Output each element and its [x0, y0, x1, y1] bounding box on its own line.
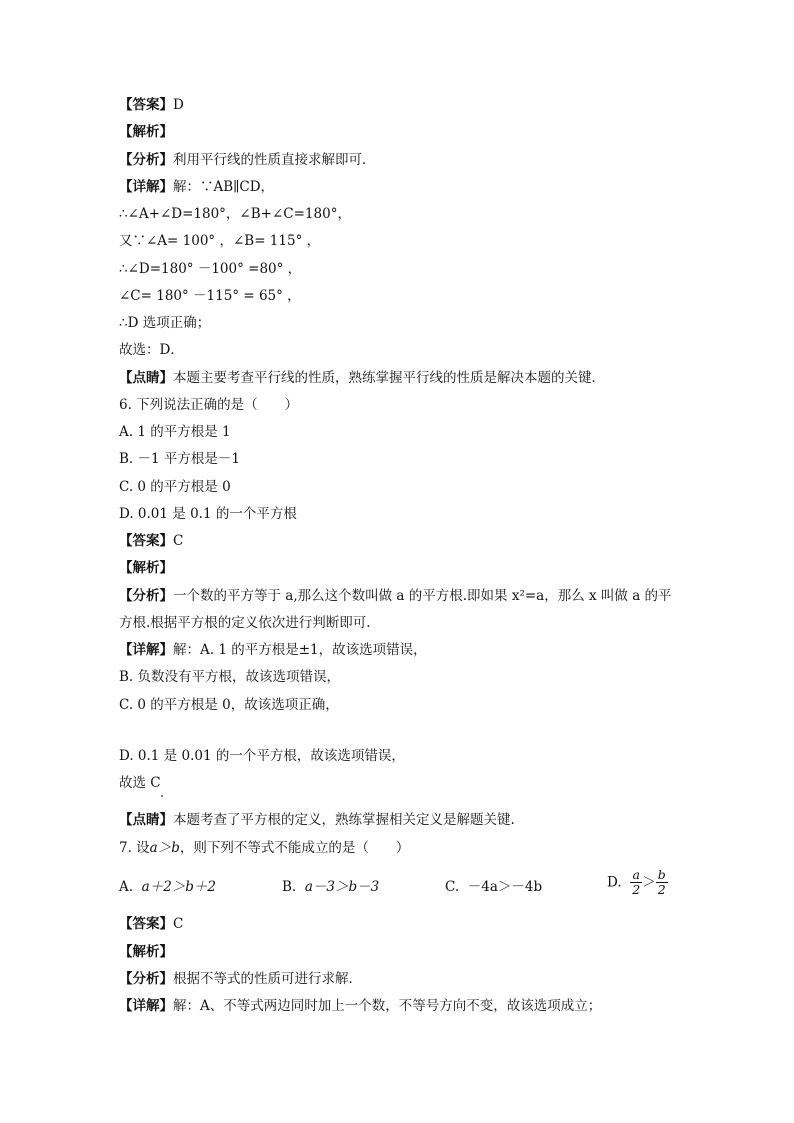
analysis-tag: 【解析】 — [119, 124, 173, 140]
dianjing-tag-2: 【点睛】 — [119, 812, 173, 828]
question-7-option-a — [119, 878, 216, 896]
question-6-option-d: D. 0.01 是 0.1 的一个平方根 — [119, 506, 297, 522]
q7-stem-post: ，则下列不等式不能成立的是（ ） — [179, 840, 410, 856]
solution-step-5: ∴D 选项正确； — [119, 315, 211, 331]
xiangjie-tag-3: 【详解】 — [119, 998, 173, 1014]
fenxi-text-3: 根据不等式的性质可进行求解． — [173, 971, 362, 987]
question-6-stem: 6. 下列说法正确的是（ ） — [119, 397, 299, 413]
xiangjie-text-3: 解：A、不等式两边同时加上一个数，不等号方向不变，故该选项成立； — [173, 998, 602, 1014]
question-7-option-c — [445, 878, 542, 896]
solution-step-2: 又∵∠A= 100° ，∠B= 115° ， — [119, 233, 321, 249]
q7-stem-pre: 7. 设 — [119, 840, 150, 856]
fenxi-text-2: 一个数的平方等于 a,那么这个数叫做 a 的平方根.即如果 x²=a，那么 x 叫做 a 的平 — [173, 588, 672, 604]
answer-line-3 — [119, 915, 183, 933]
xiangjie-text: 解：∵AB∥CD， — [173, 179, 275, 195]
dianjing-line-2 — [119, 811, 515, 829]
solution-step-4: ∠C= 180° －115° = 65° ， — [119, 288, 301, 304]
xiangjie-line — [119, 178, 274, 196]
dianjing-text-2: 本题考查了平方根的定义，熟练掌握相关定义是解题关键. — [173, 812, 515, 828]
fenxi-text-2-cont: 方根.根据平方根的定义依次进行判断即可. — [119, 615, 371, 631]
analysis-tag-3: 【解析】 — [119, 944, 173, 960]
question-6-option-c: C. 0 的平方根是 0 — [119, 479, 231, 495]
answer-value-2: C — [173, 533, 184, 549]
analysis-heading — [119, 123, 173, 141]
xiangjie-text-2: 解：A. 1 的平方根是±1，故该选项错误， — [173, 642, 427, 658]
q7-b-expr: a－3＞b－3 — [304, 879, 380, 895]
dianjing-tag: 【点睛】 — [119, 370, 173, 386]
question-7-option-b — [282, 878, 379, 896]
solution-choice: 故选：D． — [119, 342, 184, 358]
q7-d-num1: a — [632, 867, 640, 882]
answer-value: D — [173, 97, 184, 113]
fenxi-line-3 — [119, 970, 362, 988]
fenxi-tag-3: 【分析】 — [119, 971, 173, 987]
solution-step-1: ∴∠A+∠D=180°，∠B+∠C=180°， — [119, 206, 351, 222]
fenxi-line-2 — [119, 587, 672, 605]
xiangjie-tag: 【详解】 — [119, 179, 173, 195]
fenxi-tag-2: 【分析】 — [119, 588, 173, 604]
analysis-heading-3 — [119, 943, 173, 961]
question-7-stem — [119, 839, 409, 857]
xiangjie-line-3 — [119, 997, 601, 1015]
q7-b-label: B. — [282, 879, 297, 895]
q7-d-label: D. — [607, 874, 622, 891]
answer-tag-3: 【答案】 — [119, 916, 173, 932]
q7-stem-math: a＞b — [149, 840, 180, 856]
fenxi-line — [119, 151, 376, 169]
q7-c-expr: －4a＞－4b — [467, 879, 543, 895]
dianjing-text: 本题主要考查平行线的性质，熟练掌握平行线的性质是解决本题的关键． — [173, 370, 605, 386]
analysis-heading-2 — [119, 559, 173, 577]
stray-dot — [161, 795, 163, 797]
question-6-option-b: B. －1 平方根是－1 — [119, 451, 240, 467]
q7-a-expr: a＋2＞b＋2 — [141, 879, 217, 895]
question-7-option-d — [607, 868, 668, 897]
q7-a-label: A. — [119, 879, 134, 895]
answer-line — [119, 96, 184, 114]
answer-tag: 【答案】 — [119, 97, 173, 113]
answer-value-3: C — [173, 916, 184, 932]
xiangjie-tag-2: 【详解】 — [119, 642, 173, 658]
q7-d-den1: 2 — [632, 882, 641, 897]
solution-choice-2: 故选 C — [119, 775, 161, 791]
q7-d-den2: 2 — [657, 882, 666, 897]
answer-tag-2: 【答案】 — [119, 533, 173, 549]
solution-d: D. 0.1 是 0.01 的一个平方根，故该选项错误， — [119, 748, 405, 764]
q7-d-gt: ＞ — [642, 874, 656, 891]
analysis-tag-2: 【解析】 — [119, 560, 173, 576]
solution-step-3: ∴∠D=180° －100° =80° ， — [119, 261, 302, 277]
q7-c-label: C. — [445, 879, 460, 895]
fenxi-text: 利用平行线的性质直接求解即可． — [173, 152, 376, 168]
solution-b: B. 负数没有平方根，故该选项错误， — [119, 669, 341, 685]
fenxi-tag: 【分析】 — [119, 152, 173, 168]
q7-d-frac-a — [630, 868, 642, 897]
question-6-option-a: A. 1 的平方根是 1 — [119, 424, 231, 440]
solution-c: C. 0 的平方根是 0，故该选项正确， — [119, 697, 339, 713]
dianjing-line — [119, 369, 605, 387]
q7-d-num2: b — [657, 867, 666, 882]
q7-d-frac-b — [656, 868, 668, 897]
xiangjie-line-2 — [119, 641, 427, 659]
answer-line-2 — [119, 532, 183, 550]
